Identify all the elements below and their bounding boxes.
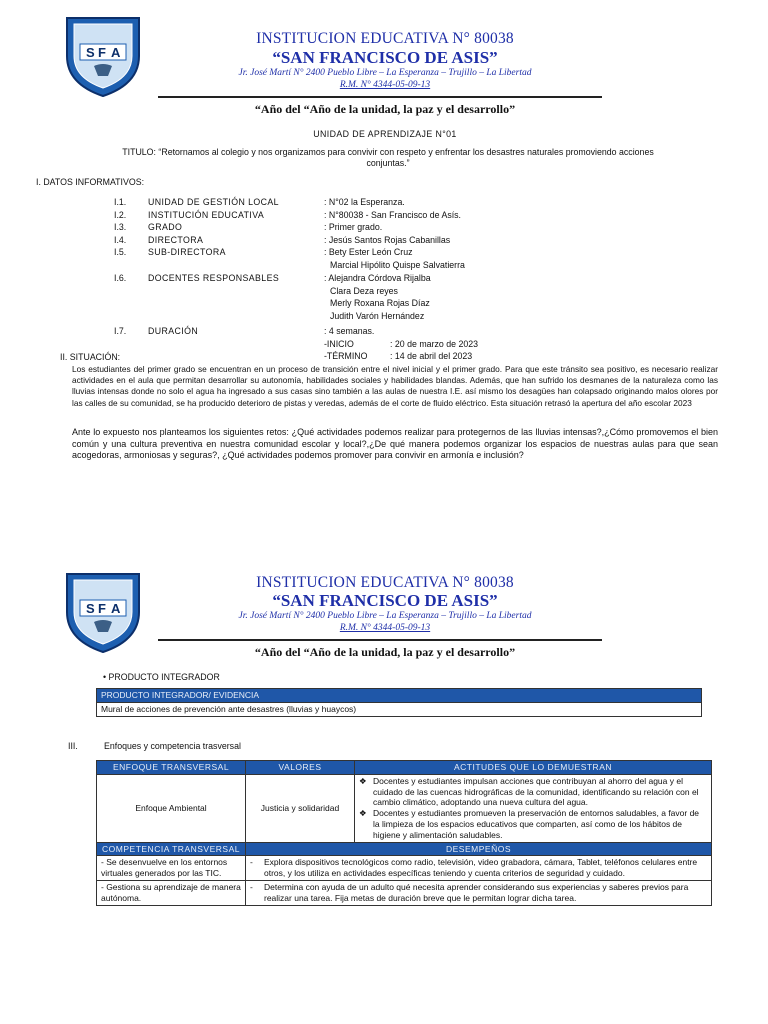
row-label: DIRECTORA <box>148 234 204 245</box>
table-row <box>97 703 702 717</box>
row-label: DURACIÓN <box>148 326 199 336</box>
institution-title: INSTITUCION EDUCATIVA N° 80038 <box>256 574 514 591</box>
row-label: SUB-DIRECTORA <box>148 247 226 257</box>
actitud-item <box>359 808 707 840</box>
desempeno-cell <box>246 856 712 881</box>
dash-bullet: - <box>250 857 253 868</box>
school-name: “SAN FRANCISCO DE ASIS” <box>272 591 498 610</box>
competencia-cell: - Gestiona su aprendizaje de manera autónoma. <box>97 880 246 905</box>
row-label <box>148 311 330 324</box>
section3-heading: Enfoques y competencia trasversal <box>104 741 241 751</box>
row-num: I.3. <box>114 222 127 232</box>
datos-row <box>114 247 534 260</box>
section1-heading: I. DATOS INFORMATIVOS: <box>36 177 145 187</box>
desempeno-text: Determina con ayuda de un adulto qué necesita aprender considerando sus experiencias y saberes previos para realizar una tarea. Fija metas de duración breve que le permitan lograr dicha tarea. <box>264 881 689 903</box>
row-label: UNIDAD DE GESTIÓN LOCAL <box>148 197 279 207</box>
producto-table-header: PRODUCTO INTEGRADOR/ EVIDENCIA <box>97 689 702 703</box>
unit-title: UNIDAD DE APRENDIZAJE N°01 <box>313 129 457 139</box>
datos-row <box>114 326 534 339</box>
row-num: I.4. <box>114 234 127 245</box>
competencia-cell: - Se desenvuelve en los entornos virtuales generados por las TIC. <box>97 856 246 881</box>
row-label: INSTITUCIÓN EDUCATIVA <box>148 209 265 220</box>
school-rm: R.M. N° 4344-05-09-13 <box>339 623 431 633</box>
school-logo <box>64 14 142 103</box>
situacion-paragraph1: Los estudiantes del primer grado se encuentran en un proceso de transición entre el nivel inicial y el primer grado. Para que este tránsito sea positivo, es necesario realizar actividades en el aula que permitan desarrollar su autonomía, habilidades sociales y habilidades blandas. Además, que han sufrido los desmanes de la naturaleza como las lluvias intensas donde no solo el agua ha ingresado a sus casas sino también a las aulas de nuestra I.E. así mismo los desagües han colapsado originando malos olores por las calles de su comunidad, se ha producido deterioro de pistas y veredas, además de el corte de fluido eléctrico. Esta situación retrasó la apertura del año escolar 2023 <box>72 364 718 408</box>
table-row <box>97 774 712 842</box>
datos-row <box>114 222 534 235</box>
header-rule <box>158 639 602 641</box>
svg-text:S: S <box>86 601 95 616</box>
datos-list <box>114 197 534 364</box>
table-row <box>97 856 712 881</box>
year-motto: “Año del “Año de la unidad, la paz y el desarrollo” <box>254 645 516 659</box>
titulo-line1: TITULO: “Retornamos al colegio y nos organizamos para convivir con respeto y enfrentar los desastres naturales promoviendo acciones <box>122 147 654 157</box>
row-num: I.2. <box>114 209 127 220</box>
enfoque-cell: Enfoque Ambiental <box>97 774 246 842</box>
titulo-line2: conjuntas.” <box>366 158 410 168</box>
inicio-label: -INICIO <box>324 338 354 349</box>
row-label <box>148 260 330 273</box>
row-num: I.1. <box>114 197 127 207</box>
table-row <box>97 880 712 905</box>
situacion-paragraph2: Ante lo expuesto nos planteamos los siguientes retos: ¿Qué actividades podemos realizar para protegernos de las lluvias intensas?,¿Cómo promovemos el bien común y una cultura preventiva en nuestra comunidad escolar y local?,¿De qué manera podemos organizar los espacios de nuestras aulas para que sean acogedoras, armoniosas y seguras?, ¿Qué actividades podemos promover para convivir en armonía e inclusión? <box>72 427 718 460</box>
col-valores-header: VALORES <box>246 761 355 775</box>
enfoques-table <box>96 760 712 906</box>
col-competencia-header: COMPETENCIA TRANSVERSAL <box>97 842 246 856</box>
svg-text:S: S <box>86 45 95 60</box>
row-label: DOCENTES RESPONSABLES <box>148 273 280 283</box>
datos-row <box>114 298 534 311</box>
school-rm: R.M. N° 4344-05-09-13 <box>339 80 431 90</box>
row-num <box>114 260 148 273</box>
datos-row <box>114 235 534 248</box>
row-num: I.6. <box>114 273 127 283</box>
row-value: : Primer grado. <box>324 222 383 232</box>
table-row <box>97 761 712 775</box>
diamond-bullet-icon: ❖ <box>359 775 367 786</box>
valor-cell: Justicia y solidaridad <box>246 774 355 842</box>
row-value: : N°02 la Esperanza. <box>324 197 405 207</box>
svg-text:F: F <box>98 45 106 60</box>
row-num <box>114 298 148 311</box>
row-value: : 4 semanas. <box>324 326 375 336</box>
row-value: : Jesús Santos Rojas Cabanillas <box>324 234 451 245</box>
section2-heading: II. SITUACIÓN: <box>60 352 121 362</box>
institution-title: INSTITUCION EDUCATIVA N° 80038 <box>256 30 514 47</box>
year-motto: “Año del “Año de la unidad, la paz y el desarrollo” <box>254 102 516 116</box>
desempeno-text: Explora dispositivos tecnológicos como radio, televisión, video grabadora, cámara, Tablet, teléfonos celulares entre otros, y los utiliza en actividades específicas teniendo y cuenta criterios de seguridad y cuidado. <box>264 857 698 879</box>
desempeno-item <box>250 857 707 879</box>
school-address: Jr. José Martí N° 2400 Pueblo Libre – La Esperanza – Trujillo – La Libertad <box>238 68 532 78</box>
desempeno-item <box>250 882 707 904</box>
row-num <box>114 311 148 324</box>
row-num: I.5. <box>114 247 127 257</box>
school-name: “SAN FRANCISCO DE ASIS” <box>272 48 498 67</box>
row-num: I.7. <box>114 326 127 336</box>
datos-row <box>114 210 534 223</box>
row-label <box>148 298 330 311</box>
datos-row <box>114 311 534 324</box>
section3-num: III. <box>68 741 78 751</box>
row-value: : Bety Ester León Cruz <box>324 247 413 257</box>
desempeno-cell <box>246 880 712 905</box>
school-address: Jr. José Martí N° 2400 Pueblo Libre – La Esperanza – Trujillo – La Libertad <box>238 611 532 621</box>
row-label: GRADO <box>148 222 183 232</box>
diamond-bullet-icon: ❖ <box>359 808 367 819</box>
row-value: Marcial Hipólito Quispe Salvatierra <box>330 259 465 270</box>
termino-value: : 14 de abril del 2023 <box>390 351 473 361</box>
datos-row <box>114 260 534 273</box>
datos-row <box>114 339 534 352</box>
inicio-value: : 20 de marzo de 2023 <box>390 338 479 349</box>
table-row <box>97 842 712 856</box>
row-value: Clara Deza reyes <box>330 285 398 296</box>
actitudes-cell <box>355 774 712 842</box>
datos-row <box>114 351 534 364</box>
table-row <box>97 689 702 703</box>
actitud-item <box>359 776 707 808</box>
row-value: : N°80038 - San Francisco de Asís. <box>324 209 462 220</box>
col-enfoque-header: ENFOQUE TRANSVERSAL <box>97 761 246 775</box>
row-value: Judith Varón Hernández <box>330 310 425 321</box>
row-num <box>114 286 148 299</box>
row-label <box>148 286 330 299</box>
row-value: : Alejandra Córdova Rijalba <box>324 273 431 283</box>
datos-row <box>114 197 534 210</box>
col-actitudes-header: ACTITUDES QUE LO DEMUESTRAN <box>355 761 712 775</box>
producto-table <box>96 688 702 717</box>
termino-label: -TÉRMINO <box>324 351 368 361</box>
actitud-text: Docentes y estudiantes impulsan acciones que contribuyan al ahorro del agua y el cuidado de las cuencas hidrográficas de la comunidad, identificando su relación con el cambio climático, adoptando una nueva cultura del agua. <box>373 775 699 808</box>
header-rule <box>158 96 602 98</box>
svg-text:A: A <box>111 45 121 60</box>
col-desempenos-header: DESEMPEÑOS <box>246 842 712 856</box>
svg-text:F: F <box>98 601 106 616</box>
producto-table-value: Mural de acciones de prevención ante desastres (lluvias y huaycos) <box>97 703 702 717</box>
actitud-text: Docentes y estudiantes promueven la preservación de entornos saludables, a favor de la limpieza de los espacios educativos que comparten, así como de los hábitos de higiene y alimentación saludables. <box>373 808 700 840</box>
producto-bullet: • PRODUCTO INTEGRADOR <box>103 672 220 682</box>
datos-row <box>114 286 534 299</box>
dash-bullet: - <box>250 881 253 892</box>
svg-text:A: A <box>111 601 121 616</box>
datos-row <box>114 273 534 286</box>
row-value: Merly Roxana Rojas Díaz <box>330 298 430 308</box>
school-logo <box>64 570 142 659</box>
